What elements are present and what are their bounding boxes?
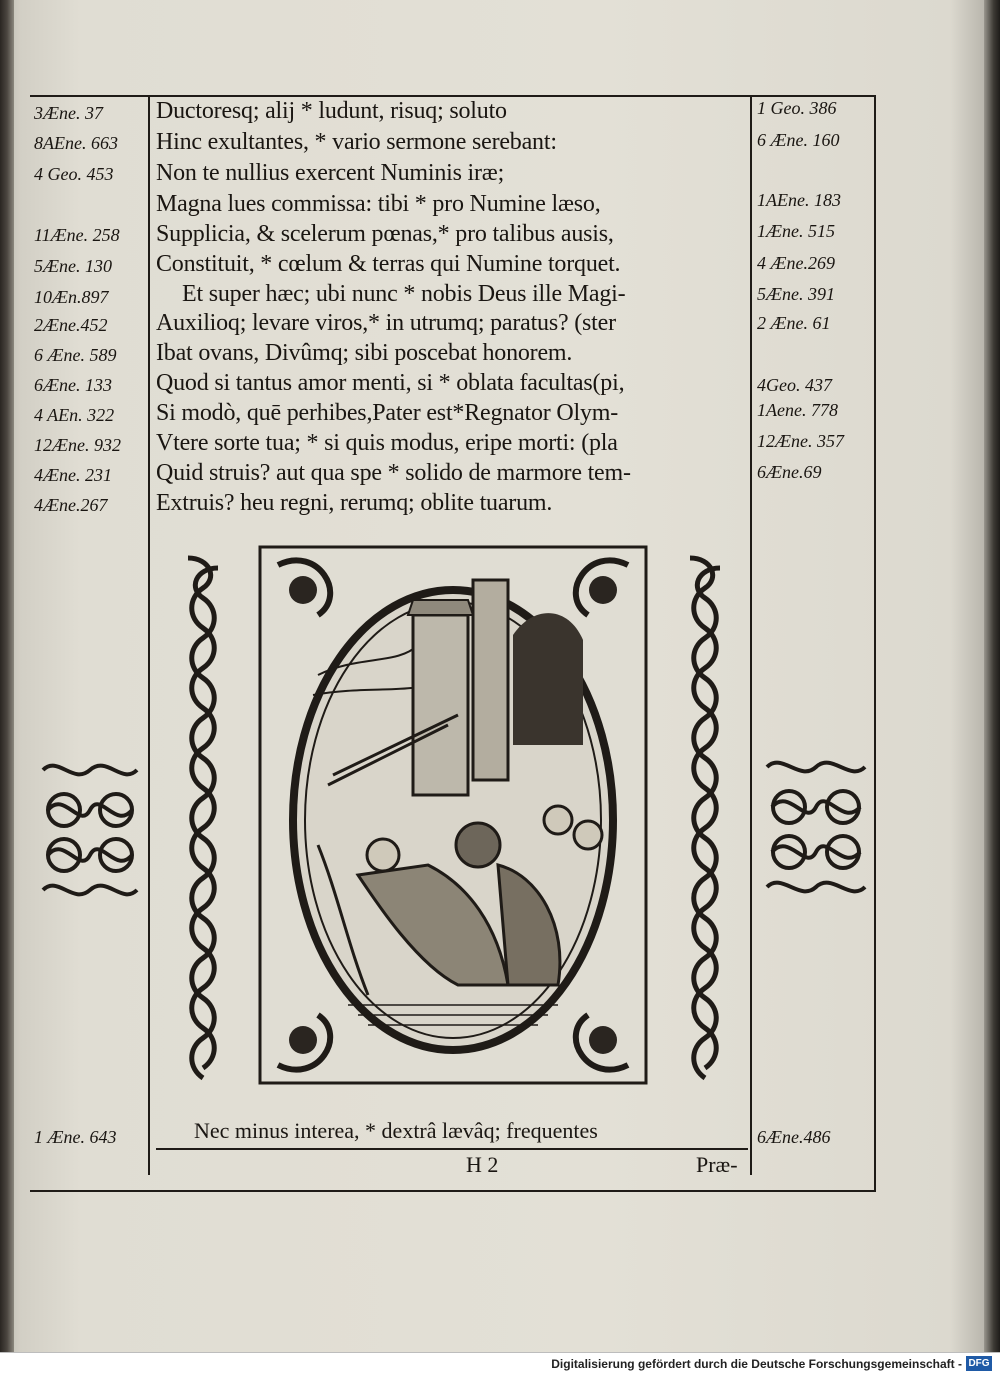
right-note: 6Æne.486 <box>757 1127 831 1147</box>
woodcut-illustration <box>258 545 648 1085</box>
right-note: 4 Æne.269 <box>757 253 835 273</box>
right-note: 1 Geo. 386 <box>757 98 837 118</box>
left-note: 1 Æne. 643 <box>34 1127 117 1147</box>
verse-line: Ductoresq; alij * ludunt, risuq; soluto <box>156 98 507 124</box>
left-note: 3Æne. 37 <box>34 103 103 123</box>
left-margin-rule <box>148 95 150 1175</box>
left-note: 10Æn.897 <box>34 287 109 307</box>
right-note: 12Æne. 357 <box>757 431 844 451</box>
verse-line: Quid struis? aut qua spe * solido de marmore tem- <box>156 460 631 486</box>
right-ornament-strip <box>682 548 728 1088</box>
dfg-logo[interactable]: DFG <box>966 1356 992 1371</box>
verse-line: Extruis? heu regni, rerumq; oblite tuarum. <box>156 490 553 516</box>
verse-line: Et super hæc; ubi nunc * nobis Deus ille Magi- <box>182 281 626 307</box>
verse-line: Vtere sorte tua; * si quis modus, eripe morti: (pla <box>156 430 618 456</box>
digitization-footer <box>0 1352 1000 1375</box>
verse-line: Non te nullius exercent Numinis iræ; <box>156 160 505 186</box>
right-note: 1Æne. 515 <box>757 221 835 241</box>
right-note: 6 Æne. 160 <box>757 130 840 150</box>
left-note: 8AEne. 663 <box>34 133 118 153</box>
right-note: 1AEne. 183 <box>757 190 841 210</box>
right-margin-rule <box>750 95 752 1175</box>
left-note: 4 Geo. 453 <box>34 164 114 184</box>
book-fore-edge <box>984 0 1000 1352</box>
verse-line: Magna lues commissa: tibi * pro Numine læso, <box>156 191 601 217</box>
bottom-rule <box>30 1190 876 1192</box>
under-verse-rule <box>156 1148 748 1150</box>
verse-line: Si modò, quē perhibes,Pater est*Regnator Olym- <box>156 400 619 426</box>
footer-credit: Digitalisierung gefördert durch die Deutsche Forschungsgemeinschaft - <box>551 1357 962 1371</box>
signature-mark: H 2 <box>466 1152 499 1177</box>
right-outer-rule <box>874 95 876 1192</box>
left-note: 5Æne. 130 <box>34 256 112 276</box>
left-note: 2Æne.452 <box>34 315 108 335</box>
verse-line: Ibat ovans, Divûmq; sibi poscebat honorem. <box>156 340 573 366</box>
left-note: 4Æne.267 <box>34 495 108 515</box>
right-note: 5Æne. 391 <box>757 284 835 304</box>
verse-line: Hinc exultantes, * vario sermone serebant: <box>156 129 557 155</box>
book-spine-edge <box>0 0 14 1352</box>
verse-line: Auxilioq; levare viros,* in utrumq; paratus? (ster <box>156 310 616 336</box>
bottom-verse-line: Nec minus interea, * dextrâ lævâq; frequentes <box>194 1118 598 1143</box>
right-note: 2 Æne. 61 <box>757 313 831 333</box>
verse-line: Constituit, * cœlum & terras qui Numine torquet. <box>156 251 621 277</box>
right-note: 6Æne.69 <box>757 462 822 482</box>
right-note: 4Geo. 437 <box>757 375 832 395</box>
left-note: 4 AEn. 322 <box>34 405 115 425</box>
left-note: 12Æne. 932 <box>34 435 121 455</box>
left-note: 6Æne. 133 <box>34 375 112 395</box>
verse-line: Quod si tantus amor menti, si * oblata facultas(pi, <box>156 370 625 396</box>
left-note: 4Æne. 231 <box>34 465 112 485</box>
right-margin-ornament <box>762 752 870 902</box>
left-note: 6 Æne. 589 <box>34 345 117 365</box>
left-ornament-strip <box>180 548 226 1088</box>
catchword: Præ- <box>696 1152 738 1177</box>
verse-line: Supplicia, & scelerum pœnas,* pro talibus ausis, <box>156 221 614 247</box>
left-note: 11Æne. 258 <box>34 225 120 245</box>
left-margin-ornament <box>38 755 142 905</box>
right-note: 1Aene. 778 <box>757 400 838 420</box>
